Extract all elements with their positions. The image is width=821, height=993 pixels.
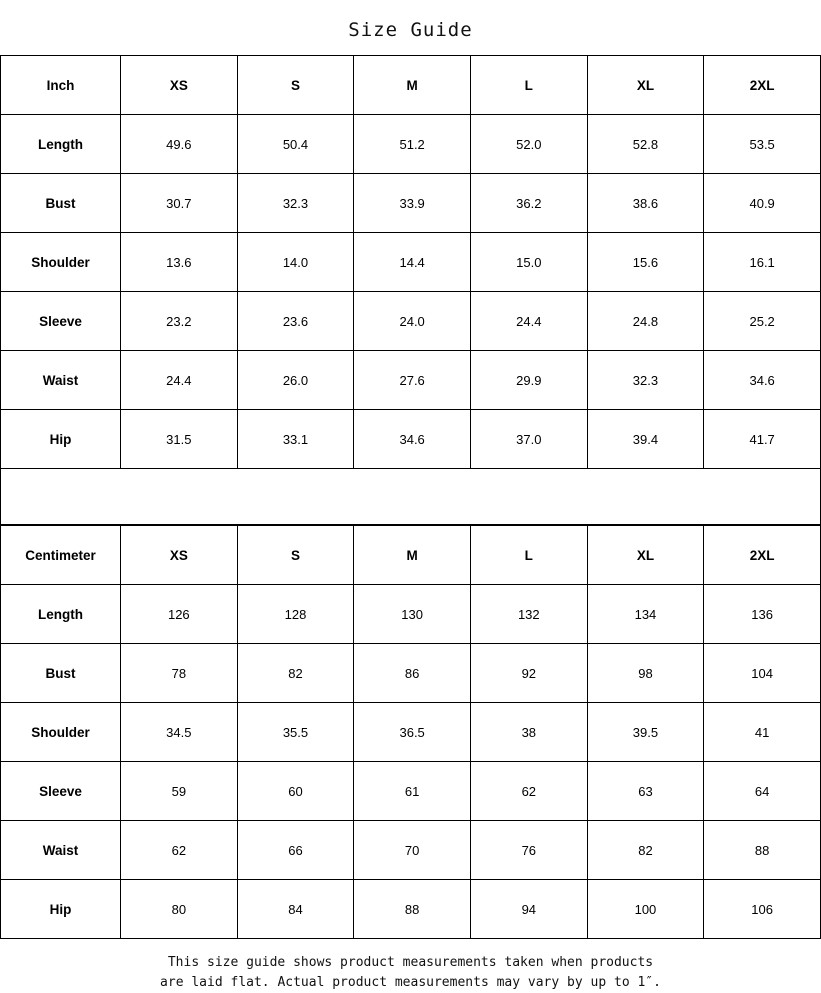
measure-label-shoulder: Shoulder [1, 703, 121, 762]
cell-sleeve-2xl: 25.2 [704, 292, 821, 351]
measure-label-sleeve: Sleeve [1, 762, 121, 821]
cell-bust-xs: 30.7 [121, 174, 238, 233]
size-header-l: L [470, 526, 587, 585]
cell-bust-2xl: 104 [704, 644, 821, 703]
measure-label-waist: Waist [1, 821, 121, 880]
cell-bust-l: 36.2 [470, 174, 587, 233]
measure-label-hip: Hip [1, 880, 121, 939]
cell-bust-xl: 98 [587, 644, 704, 703]
table-row [1, 292, 821, 351]
measure-label-shoulder: Shoulder [1, 233, 121, 292]
cell-length-xl: 134 [587, 585, 704, 644]
cell-bust-xl: 38.6 [587, 174, 704, 233]
table-row [1, 585, 821, 644]
cell-hip-xs: 80 [121, 880, 238, 939]
cell-hip-m: 88 [354, 880, 471, 939]
cell-hip-xl: 39.4 [587, 410, 704, 469]
cell-length-xs: 49.6 [121, 115, 238, 174]
cell-waist-2xl: 88 [704, 821, 821, 880]
size-header-xs: XS [121, 56, 238, 115]
cell-shoulder-xs: 34.5 [121, 703, 238, 762]
table-separator [0, 469, 821, 525]
cell-shoulder-s: 35.5 [237, 703, 354, 762]
cell-waist-m: 70 [354, 821, 471, 880]
cell-sleeve-xs: 23.2 [121, 292, 238, 351]
size-header-s: S [237, 56, 354, 115]
cell-bust-m: 33.9 [354, 174, 471, 233]
cell-waist-xl: 32.3 [587, 351, 704, 410]
cell-shoulder-xl: 39.5 [587, 703, 704, 762]
table-row [1, 703, 821, 762]
cell-length-2xl: 136 [704, 585, 821, 644]
cell-length-s: 50.4 [237, 115, 354, 174]
cell-sleeve-s: 60 [237, 762, 354, 821]
cell-sleeve-l: 24.4 [470, 292, 587, 351]
cell-hip-s: 84 [237, 880, 354, 939]
cell-sleeve-m: 61 [354, 762, 471, 821]
cell-bust-l: 92 [470, 644, 587, 703]
size-header-m: M [354, 526, 471, 585]
cell-shoulder-l: 15.0 [470, 233, 587, 292]
cell-hip-xs: 31.5 [121, 410, 238, 469]
cell-length-xs: 126 [121, 585, 238, 644]
measure-label-hip: Hip [1, 410, 121, 469]
cell-hip-xl: 100 [587, 880, 704, 939]
table-header-row [1, 526, 821, 585]
size-header-xl: XL [587, 526, 704, 585]
table-row [1, 821, 821, 880]
cell-waist-xl: 82 [587, 821, 704, 880]
measure-label-waist: Waist [1, 351, 121, 410]
measure-label-length: Length [1, 585, 121, 644]
measure-label-sleeve: Sleeve [1, 292, 121, 351]
cell-length-xl: 52.8 [587, 115, 704, 174]
cell-length-s: 128 [237, 585, 354, 644]
size-guide-footnote [0, 939, 821, 993]
size-header-l: L [470, 56, 587, 115]
cell-bust-xs: 78 [121, 644, 238, 703]
size-header-xs: XS [121, 526, 238, 585]
measure-label-length: Length [1, 115, 121, 174]
cell-shoulder-xl: 15.6 [587, 233, 704, 292]
unit-header-centimeter: Centimeter [1, 526, 121, 585]
inch-size-table [0, 55, 821, 469]
table-row [1, 115, 821, 174]
table-header-row [1, 56, 821, 115]
cell-shoulder-l: 38 [470, 703, 587, 762]
cell-waist-l: 76 [470, 821, 587, 880]
cell-hip-s: 33.1 [237, 410, 354, 469]
table-row [1, 644, 821, 703]
cell-hip-m: 34.6 [354, 410, 471, 469]
size-header-s: S [237, 526, 354, 585]
cell-waist-xs: 24.4 [121, 351, 238, 410]
cell-waist-s: 66 [237, 821, 354, 880]
cell-waist-2xl: 34.6 [704, 351, 821, 410]
table-row [1, 762, 821, 821]
cell-waist-xs: 62 [121, 821, 238, 880]
cell-bust-s: 82 [237, 644, 354, 703]
cell-shoulder-xs: 13.6 [121, 233, 238, 292]
cell-sleeve-2xl: 64 [704, 762, 821, 821]
cell-sleeve-xl: 63 [587, 762, 704, 821]
cell-sleeve-l: 62 [470, 762, 587, 821]
cell-shoulder-m: 14.4 [354, 233, 471, 292]
cell-shoulder-m: 36.5 [354, 703, 471, 762]
size-header-m: M [354, 56, 471, 115]
cell-waist-m: 27.6 [354, 351, 471, 410]
cell-hip-l: 37.0 [470, 410, 587, 469]
table-row [1, 880, 821, 939]
cell-shoulder-2xl: 41 [704, 703, 821, 762]
cell-sleeve-m: 24.0 [354, 292, 471, 351]
table-row [1, 233, 821, 292]
cell-hip-2xl: 106 [704, 880, 821, 939]
table-row [1, 174, 821, 233]
cell-shoulder-s: 14.0 [237, 233, 354, 292]
cell-waist-s: 26.0 [237, 351, 354, 410]
measure-label-bust: Bust [1, 644, 121, 703]
table-row [1, 410, 821, 469]
measure-label-bust: Bust [1, 174, 121, 233]
cell-length-m: 130 [354, 585, 471, 644]
centimeter-size-table [0, 525, 821, 939]
cell-bust-2xl: 40.9 [704, 174, 821, 233]
cell-sleeve-xl: 24.8 [587, 292, 704, 351]
cell-bust-m: 86 [354, 644, 471, 703]
size-header-xl: XL [587, 56, 704, 115]
size-header-2xl: 2XL [704, 56, 821, 115]
cell-length-l: 132 [470, 585, 587, 644]
cell-bust-s: 32.3 [237, 174, 354, 233]
page-title: Size Guide [348, 19, 473, 41]
table-row [1, 351, 821, 410]
footnote-line-1: This size guide shows product measurements taken when products [167, 955, 654, 970]
cell-length-2xl: 53.5 [704, 115, 821, 174]
cell-shoulder-2xl: 16.1 [704, 233, 821, 292]
cell-waist-l: 29.9 [470, 351, 587, 410]
cell-length-l: 52.0 [470, 115, 587, 174]
size-header-2xl: 2XL [704, 526, 821, 585]
cell-sleeve-s: 23.6 [237, 292, 354, 351]
cell-hip-2xl: 41.7 [704, 410, 821, 469]
cell-hip-l: 94 [470, 880, 587, 939]
footnote-line-2: are laid flat. Actual product measurements may vary by up to 1″. [160, 975, 661, 991]
cell-length-m: 51.2 [354, 115, 471, 174]
cell-sleeve-xs: 59 [121, 762, 238, 821]
unit-header-inch: Inch [1, 56, 121, 115]
